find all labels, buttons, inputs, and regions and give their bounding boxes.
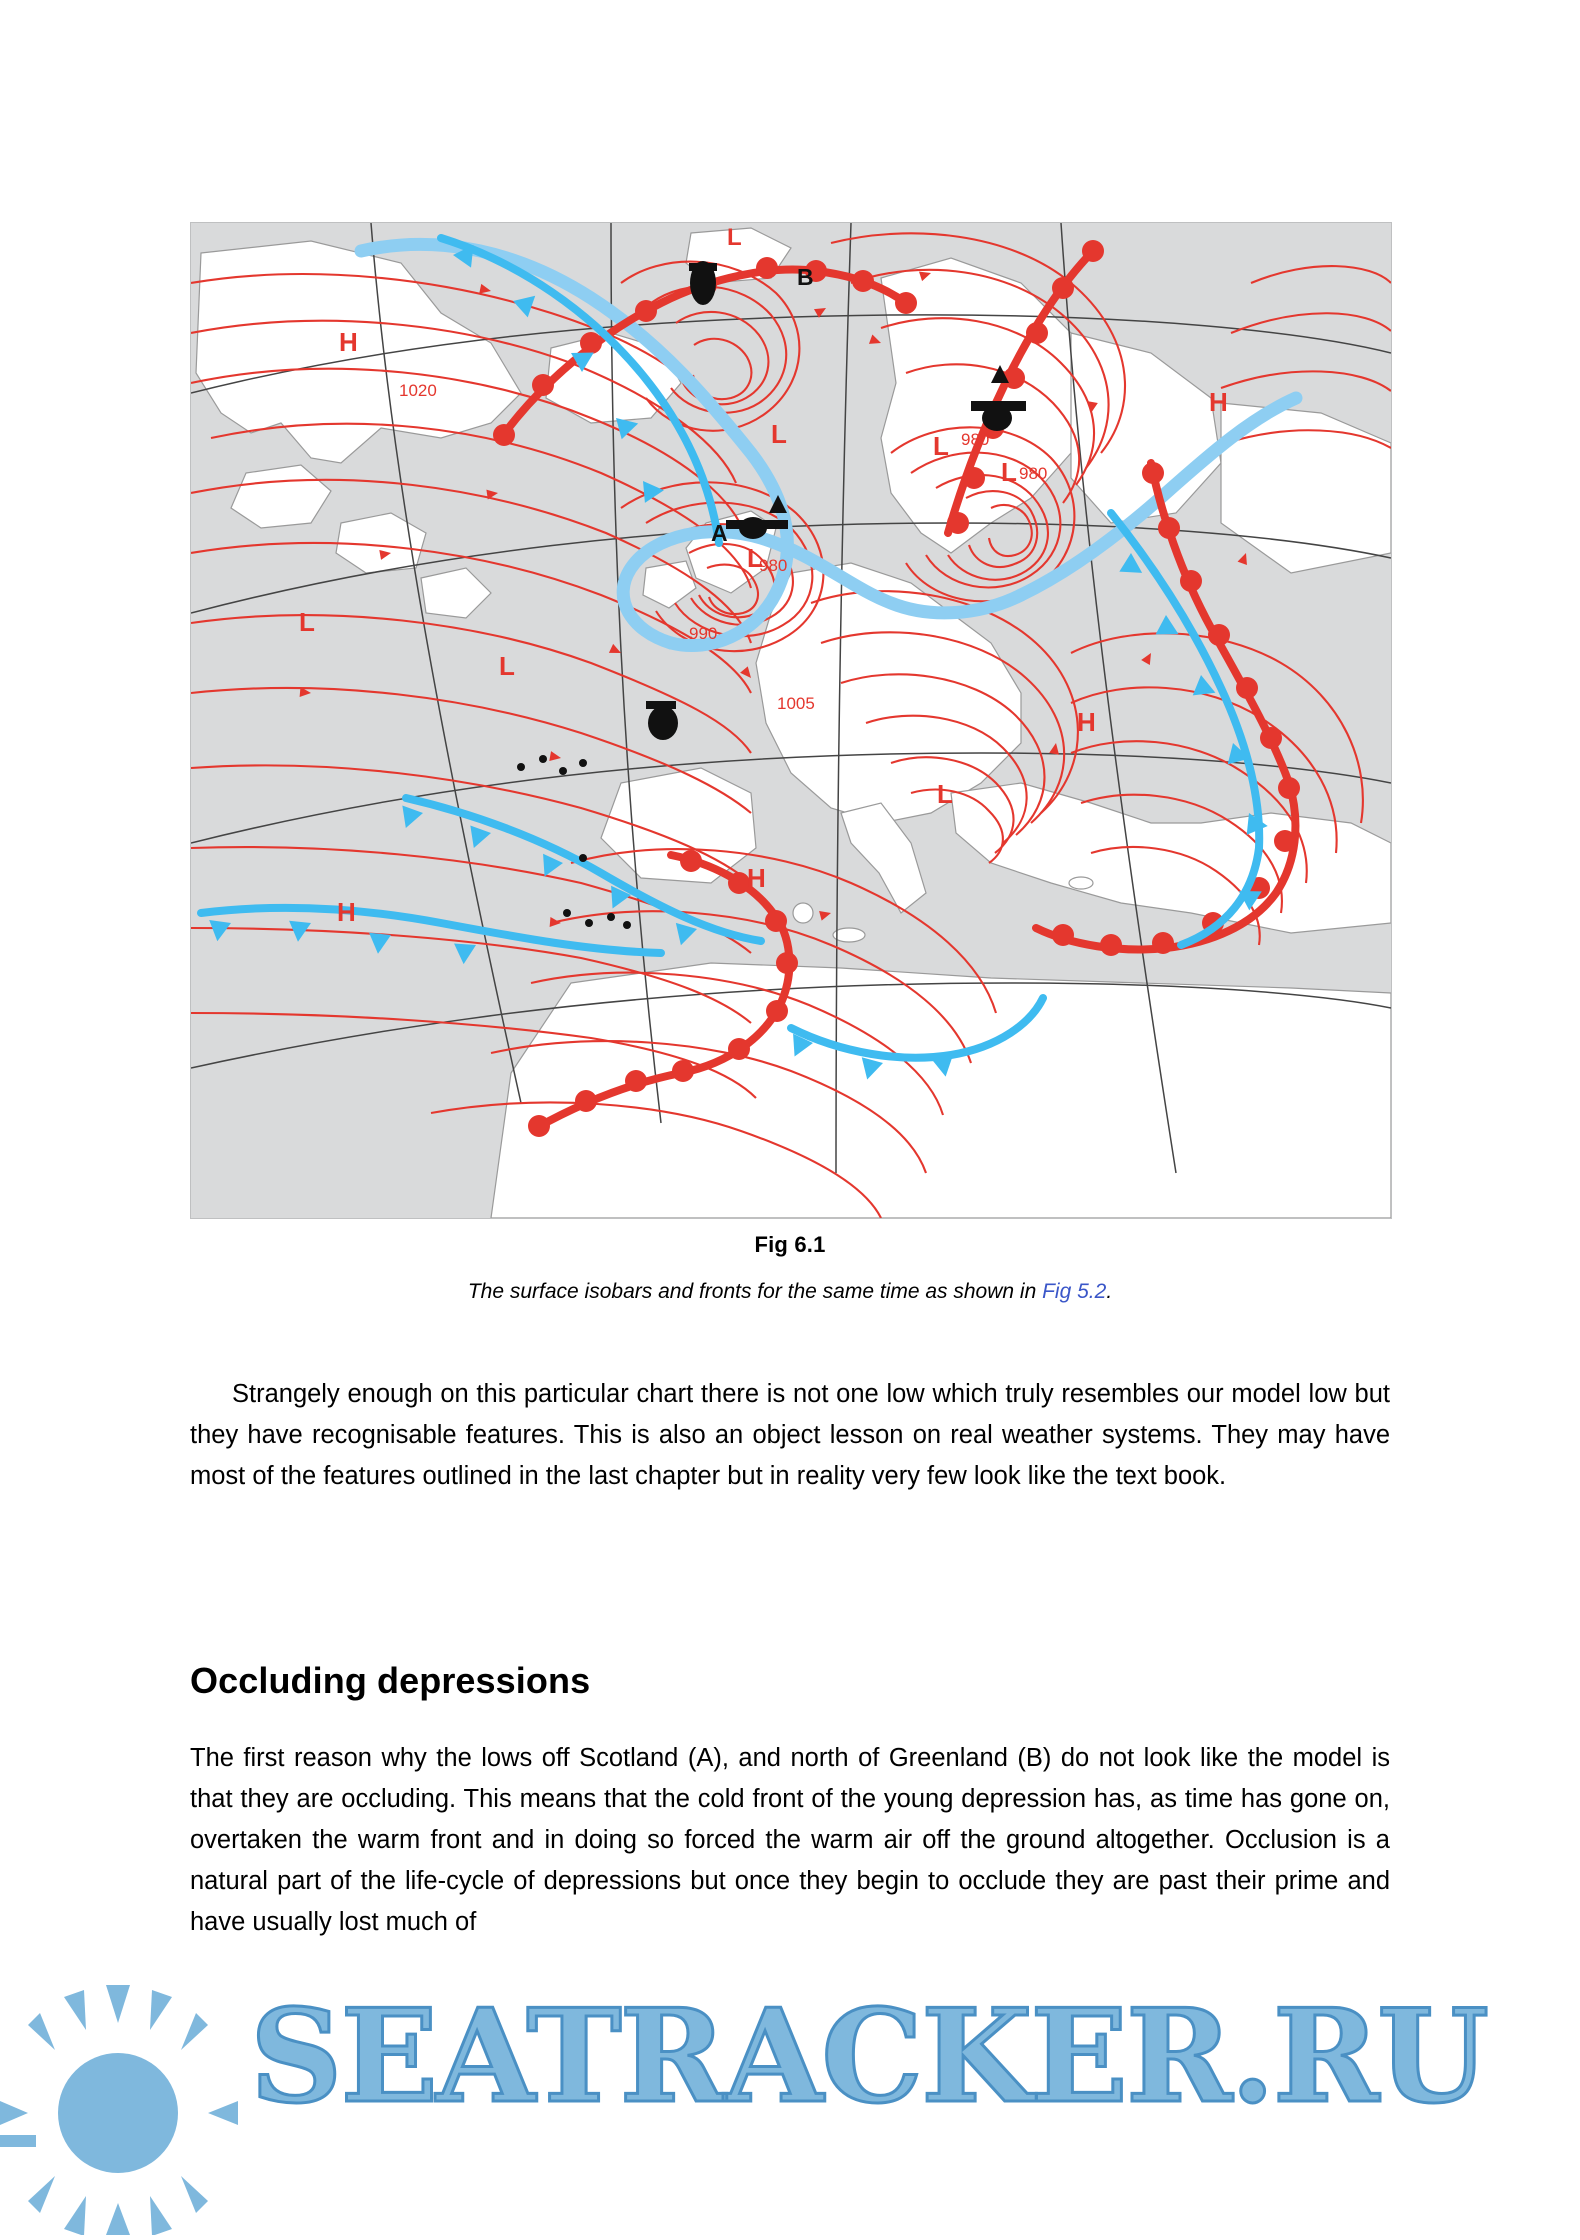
watermark [0,1982,1580,2235]
svg-text:L: L [937,779,953,809]
figure-caption-text: The surface isobars and fronts for the same time as shown in [467,1280,1043,1303]
svg-text:1005: 1005 [777,694,815,713]
svg-text:H: H [337,897,356,927]
svg-text:L: L [727,224,742,251]
svg-text:L: L [299,607,315,637]
svg-text:H: H [1077,707,1096,737]
watermark-sun-icon [0,1982,1580,2235]
svg-text:980: 980 [1019,464,1048,483]
watermark-text: SEATRACKER.RU [250,1982,1487,2132]
figure-caption [190,1280,1390,1304]
svg-text:980: 980 [961,430,990,449]
surface-pressure-chart-svg [191,223,1391,1218]
svg-text:L: L [499,651,515,681]
svg-text:A: A [711,520,728,546]
svg-text:L: L [1001,457,1017,487]
weather-chart-figure [190,222,1392,1219]
svg-text:H: H [1209,387,1228,417]
svg-text:H: H [339,327,358,357]
svg-text:L: L [933,431,949,461]
body-paragraph-1-text: Strangely enough on this particular chart there is not one low which truly resembles our model low but they have recognisable features. This is also an object lesson on real weather systems. They may have most of the features outlined in the last chapter but in reality very few look like the text book. [190,1379,1390,1490]
svg-text:980: 980 [759,556,788,575]
figure-caption-suffix: . [1106,1280,1113,1303]
body-paragraph-1 [190,1374,1390,1497]
svg-text:990: 990 [689,624,718,643]
svg-text:1020: 1020 [399,381,437,400]
svg-text:L: L [747,543,763,573]
svg-text:H: H [747,863,766,893]
figure-caption-link[interactable]: Fig 5.2 [1042,1280,1107,1303]
section-heading-occluding-depressions: Occluding depressions [190,1659,591,1701]
svg-text:B: B [797,264,814,290]
figure-title: Fig 6.1 [754,1232,826,1257]
body-paragraph-2: The first reason why the lows off Scotland (A), and north of Greenland (B) do not look like the model is that they are occluding. This means that the cold front of the young depression has, as time has gone on, overtaken the warm front and in doing so forced the warm air off the ground altogether. Occlusion is a natural part of the life-cycle of depressions but once they begin to occlude they are past their prime and have usually lost much of [190,1743,1390,1936]
svg-text:L: L [771,419,787,449]
